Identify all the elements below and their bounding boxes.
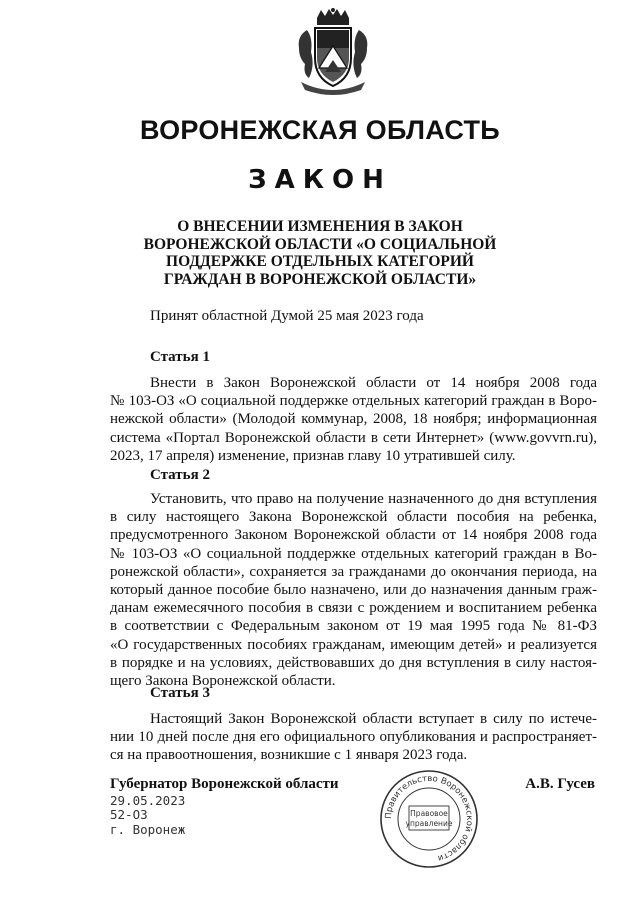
governor-title: Губернатор Воронежской области [110, 776, 339, 792]
article-1-heading: Статья 1 [150, 349, 210, 365]
document-type: ЗАКОН [248, 165, 392, 195]
article-2-heading: Статья 2 [150, 467, 210, 483]
coat-of-arms-emblem [295, 8, 371, 96]
text-line: в соответствии с Федеральным законом от 19 мая 1995 года № 81-ФЗ [110, 618, 597, 635]
law-number: 52-ОЗ [110, 807, 148, 822]
text-line: № 103-ОЗ «О социальной поддержке отдельных категорий граждан в Воро- [110, 393, 597, 410]
law-title-line: ВОРОНЕЖСКОЙ ОБЛАСТИ «О СОЦИАЛЬНОЙ [143, 235, 497, 253]
law-title-line: ГРАЖДАН В ВОРОНЕЖСКОЙ ОБЛАСТИ» [163, 270, 477, 288]
region-title: ВОРОНЕЖСКАЯ ОБЛАСТЬ [139, 115, 501, 145]
text-line: ронежской области», сохраняется за гражданами до окончания периода, на [110, 563, 597, 580]
text-line: «О государственных пособиях гражданам, имеющим детей» и реализуется [110, 636, 597, 653]
text-line: система «Портал Воронежской области в сети Интернет» (www.govvrn.ru), [110, 429, 597, 446]
stamp-inner-line1: Правовое [410, 809, 448, 818]
text-line: предусмотренного Законом Воронежской области от 14 ноября 2008 года [110, 527, 597, 544]
official-stamp [378, 768, 480, 870]
signing-place: г. Воронеж [110, 822, 186, 837]
text-line: который данное пособие было назначено, или до назначения данным граж- [110, 582, 597, 599]
text-line: данам ежемесячного пособия в связи с рождением и воспитанием ребенка [110, 600, 597, 617]
text-line: щего Закона Воронежской области. [110, 673, 336, 690]
text-line: Внести в Закон Воронежской области от 14 ноября 2008 года [150, 375, 597, 391]
signing-date: 29.05.2023 [110, 793, 186, 808]
text-line: ся на правоотношения, возникшие с 1 января 2023 года. [110, 747, 468, 764]
text-line: нии 10 дней после дня его официального опубликования и распространяет- [110, 729, 597, 746]
adoption-note: Принят областной Думой 25 мая 2023 года [150, 308, 424, 324]
article-3-heading: Статья 3 [150, 685, 210, 701]
text-line: в силу настоящего Закона Воронежской области пособия на ребенка, [110, 509, 597, 526]
text-line: нежской области» (Молодой коммунар, 2008, 18 ноября; информационная [110, 411, 597, 428]
law-title-line: ПОДДЕРЖКЕ ОТДЕЛЬНЫХ КАТЕГОРИЙ [166, 253, 474, 270]
article-1-text [110, 374, 597, 465]
text-line: Установить, что право на получение назначенного до дня вступления [150, 491, 597, 507]
stamp-inner-line2: управление [405, 819, 453, 828]
law-title-line: О ВНЕСЕНИИ ИЗМЕНЕНИЯ В ЗАКОН [177, 218, 463, 235]
text-line: Настоящий Закон Воронежской области вступает в силу по истече- [150, 711, 597, 727]
text-line: 2023, 17 апреля) изменение, признав главу 10 утратившей силу. [110, 447, 516, 464]
article-2-text [110, 490, 597, 690]
governor-name: А.В. Гусев [525, 776, 595, 792]
stamp-outer-text: Правительство Воронежской области [383, 773, 475, 863]
article-3-text [110, 710, 597, 765]
law-title [120, 218, 520, 288]
text-line: в порядке и на условиях, действовавших до дня вступления в силу настоя- [110, 654, 597, 671]
text-line: № 103-ОЗ «О социальной поддержке отдельных категорий граждан в Во- [110, 545, 597, 562]
